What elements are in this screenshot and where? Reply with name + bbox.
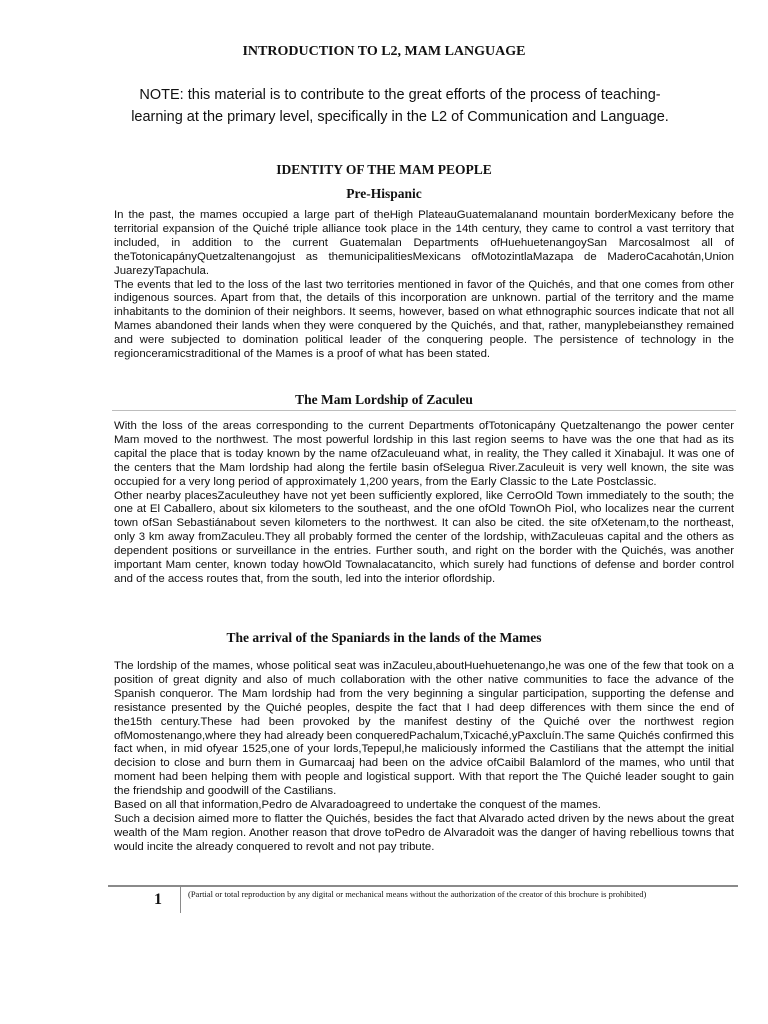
note-paragraph: NOTE: this material is to contribute to the great efforts of the process of teaching-learning at the primary level, specifically in the L2 of Communication and Language. <box>131 87 669 125</box>
paragraph: The events that led to the loss of the last two territories mentioned in favor of the Quichés, and that one comes from other indigenous sources. Apart from that, the details of this incorporation are unknown. partial of the territory and the mame inhabitants to the dominion of their neighbors. It seems, however, based on what ethnographic sources indicate that not all Mames abandoned their lands when they were conquered by the Quichés, and that, rather, manyplebeiansthey remained and were subjected to domination political leader of the conquering people. The persistence of technology in the regionceramicstraditional of the Mames is a proof of what has been stated. <box>114 278 734 361</box>
paragraph: The lordship of the mames, whose political seat was inZaculeu,aboutHuehuetenango,he was one of the few that took on a position of great dignity and also of much collaboration with the other native communities to face the advance of the Spanish conqueror. The Mam lordship had from the very beginning a singular participation, supporting the defense and resistance presented by the Quiché peoples, despite the fact that I had deep differences with them since the end of the15th century.These had been provoked by the manifest destiny of the Quiché over the northwest region ofMomostenango,where they had already been conqueredPachalum,Txicaché,yPaxcluín.The same Quichés confirmed this fact when, in mid ofyear 1525,one of your lords,Tepepul,he maliciously informed the Castilians that the attempt the initial decision to close and burn them in Gumarcaaj had been on the advice ofCaibil Balamlord of the mames, who until that moment had been helping them with people and logistical support. With that report the The Quiché leader sought to gain the friendship and goodwill of the Castilians. <box>114 660 734 798</box>
paragraph: Other nearby placesZaculeuthey have not yet been sufficiently explored, like CerroOld Town immediately to the south; the one at El Caballero, about six kilometers to the southeast, and the one ofOld TownOh Piol, who localizes near the current town ofSan Sebastiánabout seven kilometers to the northwest. It can also be cited. the site ofXetenam,to the northeast, only 3 km away fromZaculeu.They all probably formed the center of the lordship, withZaculeuas capital and the others as dependent positions or surveillance in the entries. Further south, and right on the border with the Quichés, was another important Mam center, known today howOld Townalacatancito, which surely had functions of defense and border control and of the access routes that, from the south, led into the interior oflordship. <box>114 489 734 585</box>
section-divider <box>112 410 736 411</box>
section-heading-spaniards: The arrival of the Spaniards in the lands of the Mames <box>226 630 542 645</box>
footer-divider <box>108 885 738 887</box>
zaculeu-text <box>114 420 734 587</box>
paragraph: With the loss of the areas corresponding to the current Departments ofTotonicapány Quetzaltenango the power center Mam moved to the northwest. The most powerful lordship in this last region seems to have was the one that had as its capital the place that is today known by the name ofZaculeuand what, in reality, the They called it Xinabajul. It was one of the centers that the Mam lordship had along the fertile basin ofSelegua River.Zaculeuit is very well known, the site was occupied for a very long period of approximately 1,200 years, from the Early Classic to the Late Postclassic. <box>114 420 734 488</box>
section-heading-zaculeu: The Mam Lordship of Zaculeu <box>295 392 473 407</box>
paragraph: In the past, the mames occupied a large part of theHigh PlateauGuatemalanand mountain borderMexicany before the territorial expansion of the Quiché triple alliance took place in the 14th century, they came to control a vast territory that included, in addition to the current Guatemalan Departments ofHuehuetenangoySan Marcosalmost all of theTotonicapányQuetzaltenangojust as themunicipalitiesMexicans ofMotozintlaMazapa de MaderoCacahotán,Union JuarezyTapachula. <box>114 209 734 277</box>
footer-vertical-divider <box>180 887 181 913</box>
paragraph: Such a decision aimed more to flatter the Quichés, besides the fact that Alvarado acted driven by the news about the great wealth of the Mam region. Another reason that drove toPedro de Alvaradoit was the danger of having rebellious towns that would incite the already conquered to revolt and not pay tribute. <box>114 812 734 853</box>
footer-copyright-note: (Partial or total reproduction by any digital or mechanical means without the authorization of the creator of this brochure is prohibited) <box>188 889 647 899</box>
document-title: INTRODUCTION TO L2, MAM LANGUAGE <box>242 44 526 59</box>
section-heading-prehispanic: Pre-Hispanic <box>346 186 422 201</box>
section-heading-identity: IDENTITY OF THE MAM PEOPLE <box>276 162 492 177</box>
spaniards-text <box>114 660 734 855</box>
page-number: 1 <box>154 891 162 908</box>
paragraph: Based on all that information,Pedro de Alvaradoagreed to undertake the conquest of the mames. <box>114 799 601 812</box>
prehispanic-text <box>114 209 734 362</box>
